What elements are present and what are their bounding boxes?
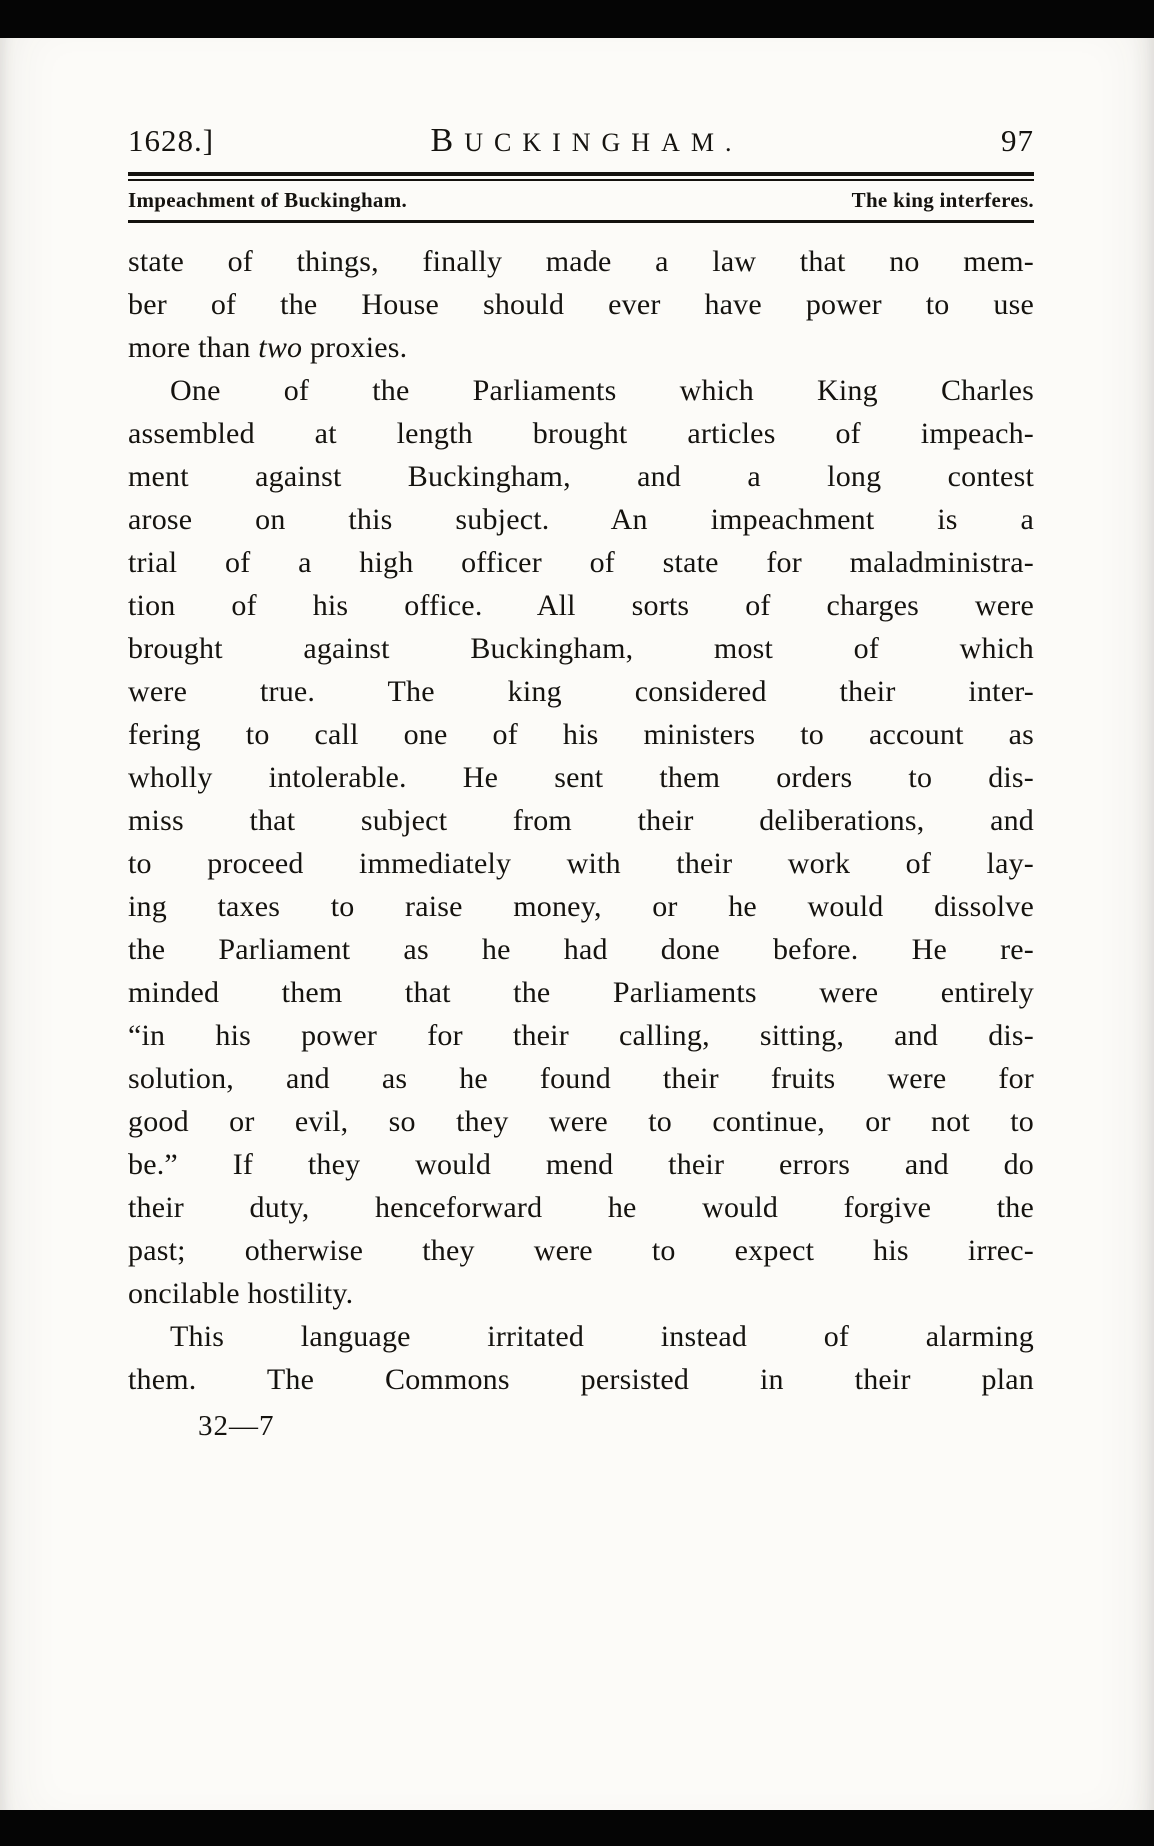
body-segment: wholly intolerable. He sent them orders to dis- [128, 761, 1034, 794]
body-segment: more than [128, 331, 259, 364]
body-line [128, 713, 1034, 756]
body-segment: oncilable hostility. [128, 1277, 354, 1310]
header-date: 1628.] [128, 123, 215, 158]
body-segment: fering to call one of his ministers to account as [128, 718, 1034, 751]
body-line [128, 756, 1034, 799]
body-segment: ment against Buckingham, and a long contest [128, 460, 1034, 493]
body-segment: state of things, finally made a law that no mem- [128, 245, 1034, 278]
body-segment: ber of the House should ever have power to use [128, 288, 1034, 321]
body-segment: their duty, henceforward he would forgive the [128, 1191, 1034, 1224]
body-line [128, 541, 1034, 584]
body-italic-word: two [258, 331, 303, 364]
body-line [128, 885, 1034, 928]
body-line [128, 1014, 1034, 1057]
scan-artifact-top-bar [0, 0, 1154, 38]
body-line [128, 627, 1034, 670]
body-line [128, 1057, 1034, 1100]
body-segment: ing taxes to raise money, or he would dissolve [128, 890, 1034, 923]
body-line [128, 1272, 1034, 1315]
body-line [128, 1229, 1034, 1272]
body-segment: them. The Commons persisted in their plan [128, 1363, 1034, 1396]
body-segment: arose on this subject. An impeachment is a [128, 503, 1034, 536]
body-line [128, 240, 1034, 283]
body-line [128, 1186, 1034, 1229]
body-segment: assembled at length brought articles of impeach- [128, 417, 1034, 450]
page-number: 97 [1001, 123, 1034, 158]
body-segment: miss that subject from their deliberations, and [128, 804, 1034, 837]
body-segment: One of the Parliaments which King Charles [170, 374, 1034, 407]
body-line [128, 326, 1034, 369]
body-segment: solution, and as he found their fruits were for [128, 1062, 1034, 1095]
body-line [128, 498, 1034, 541]
running-head-left: Impeachment of Buckingham. [128, 188, 408, 212]
body-line [128, 842, 1034, 885]
body-segment: proxies. [302, 331, 408, 364]
page-header [128, 122, 1034, 160]
body-line [128, 670, 1034, 713]
body-line [128, 1315, 1034, 1358]
body-text [128, 240, 1034, 1401]
body-line [128, 928, 1034, 971]
body-line [128, 1143, 1034, 1186]
body-line [128, 1100, 1034, 1143]
header-title: BUCKINGHAM. [430, 122, 743, 159]
body-segment: This language irritated instead of alarming [170, 1320, 1034, 1353]
body-line [128, 1358, 1034, 1401]
signature-mark: 32—7 [198, 1410, 275, 1442]
body-line [128, 971, 1034, 1014]
single-rule-divider [128, 220, 1034, 223]
page-content [128, 122, 1034, 1443]
body-segment: “in his power for their calling, sitting, and dis- [128, 1019, 1034, 1052]
body-line [128, 369, 1034, 412]
body-line [128, 799, 1034, 842]
running-head-right: The king interferes. [851, 188, 1034, 212]
running-heads [128, 188, 1034, 213]
body-line [128, 283, 1034, 326]
body-line [128, 455, 1034, 498]
body-segment: be.” If they would mend their errors and do [128, 1148, 1034, 1181]
body-line [128, 584, 1034, 627]
scan-artifact-bottom-bar [0, 1810, 1154, 1846]
body-segment: trial of a high officer of state for maladministra- [128, 546, 1034, 579]
body-segment: minded them that the Parliaments were entirely [128, 976, 1034, 1009]
double-rule-divider [128, 172, 1034, 181]
body-segment: past; otherwise they were to expect his irrec- [128, 1234, 1034, 1267]
body-segment: brought against Buckingham, most of which [128, 632, 1034, 665]
body-segment: were true. The king considered their inter- [128, 675, 1034, 708]
body-segment: the Parliament as he had done before. He re- [128, 933, 1034, 966]
body-segment: good or evil, so they were to continue, or not to [128, 1105, 1034, 1138]
body-segment: to proceed immediately with their work of lay- [128, 847, 1034, 880]
body-segment: tion of his office. All sorts of charges were [128, 589, 1034, 622]
body-line [128, 412, 1034, 455]
